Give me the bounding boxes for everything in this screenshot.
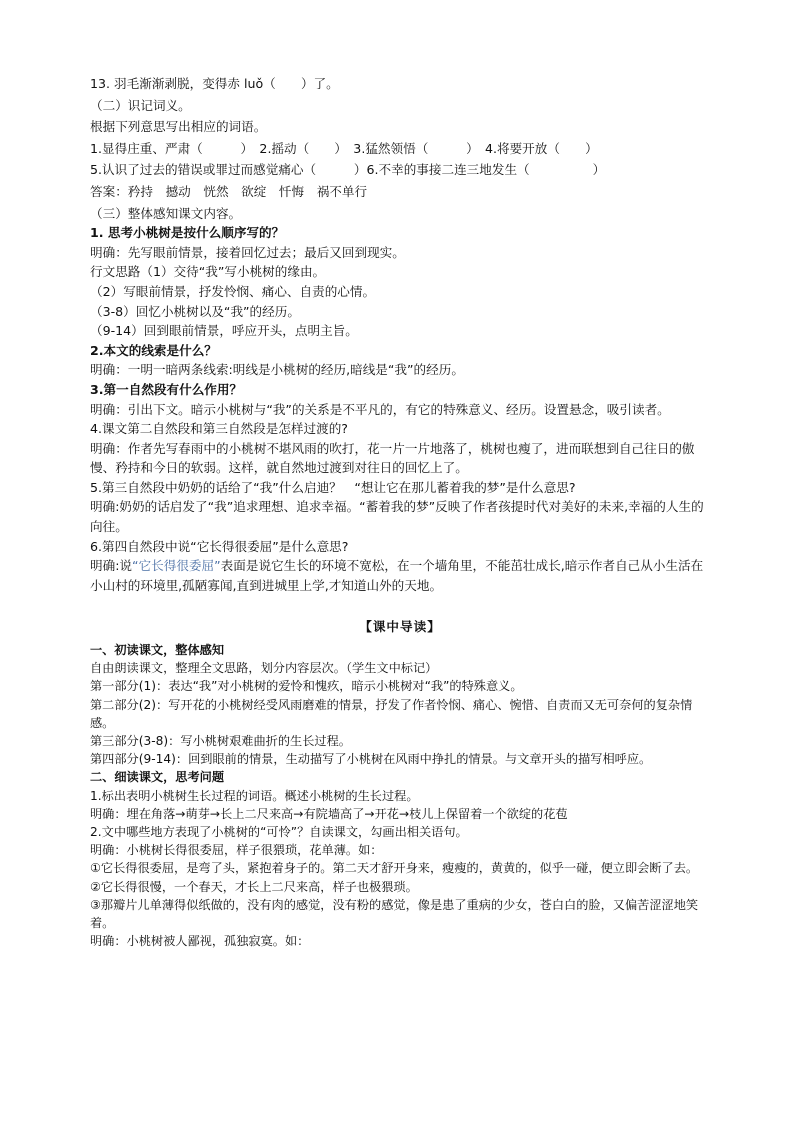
answer-1: 明确：先写眼前情景，接着回忆过去；最后又回到现实。: [90, 244, 405, 260]
part-three-summary: 第三部分(3-8)：写小桃树艰难曲折的生长过程。: [90, 734, 351, 749]
answer-6-highlight: “它长得很委屈”: [132, 558, 221, 574]
answer-1-part3: （3-8）回忆小桃树以及“我”的经历。: [90, 303, 300, 319]
answer-1-part2: （2）写眼前情景，抒发怜悯、痛心、自责的心情。: [90, 283, 376, 299]
close-question-2: 2.文中哪些地方表现了小桃树的“可怜”？自读课文，勾画出相关语句。: [90, 825, 468, 840]
close-question-1: 1.标出表明小桃树生长过程的词语。概述小桃树的生长过程。: [90, 788, 419, 803]
answer-line: 答案：矜持 撼动 恍然 欲绽 忏悔 祸不单行: [90, 183, 368, 199]
question-3: 3.第一自然段有什么作用？: [90, 381, 243, 397]
section-instruction: 根据下列意思写出相应的词语。: [90, 119, 267, 135]
answer-6: [90, 556, 710, 595]
answer-2: 明确：一明一暗两条线索:明线是小桃树的经历,暗线是“我”的经历。: [90, 362, 464, 378]
answer-1-structure: 行文思路（1）交待“我”写小桃树的缘由。: [90, 264, 326, 280]
question-5: 5.第三自然段中奶奶的话给了“我”什么启迪？ “想让它在那儿蓄着我的梦”是什么意思?: [90, 479, 576, 495]
section-title-in-class: 【课中导读】: [359, 619, 441, 635]
quote-1: ①它长得很委屈，是弯了头，紧抱着身子的。第二天才舒开身来，瘦瘦的，黄黄的，似乎一碰，便立即会断了去。: [90, 861, 699, 876]
question-6: 6.第四自然段中说“它长得很委屈”是什么意思?: [90, 538, 349, 554]
heading-first-reading: 一、初读课文，整体感知: [90, 643, 225, 658]
section-heading-vocab: （二）识记词义。: [90, 97, 191, 113]
quote-2: ②它长得很慢，一个春天，才长上二尺来高，样子也极猥琐。: [90, 879, 418, 894]
question-2: 2.本文的线索是什么？: [90, 342, 217, 358]
answer-1-part4: （9-14）回到眼前情景，呼应开头，点明主旨。: [90, 323, 358, 339]
answer-6-prefix: 明确:说: [90, 558, 133, 574]
question-row-2: 5.认识了过去的错误或罪过而感觉痛心（ ）6.不幸的事接二连三地发生（ ）: [90, 162, 606, 178]
part-one-summary: 第一部分(1)：表达“我”对小桃树的爱怜和愧疚，暗示小桃树对“我”的特殊意义。: [90, 679, 523, 694]
question-1: 1. 思考小桃树是按什么顺序写的？: [90, 225, 285, 241]
answer-6-body: 表面是说它生长的环境不宽松，在一个墙角里，不能茁壮成长,暗示作者自己从小生活在小山村的环境里,孤陋寡闻,直到进城里上学,才知道山外的天地。: [90, 558, 704, 593]
quote-3: ③那瓣片儿单薄得似纸做的，没有肉的感觉，没有粉的感觉，像是患了重病的少女，苍白白的脸，又偏苦涩涩地笑着。: [90, 897, 699, 931]
question-row-1: 1.显得庄重、严肃（ ） 2.摇动（ ） 3.猛然领悟（ ） 4.将要开放（ ）: [90, 140, 598, 156]
vocab-item-13: 13. 羽毛渐渐剥脱，变得赤 luǒ（ ）了。: [90, 76, 339, 91]
answer-5: 明确:奶奶的话启发了“我”追求理想、追求幸福。“蓄着我的梦”反映了作者孩提时代对美好的未来,幸福的人生的向往。: [90, 499, 704, 535]
part-two-summary: 第二部分(2)：写开花的小桃树经受风雨磨难的情景，抒发了作者怜悯、痛心、惋惜、自责而又无可奈何的复杂情感。: [90, 697, 693, 730]
document-page: [90, 74, 710, 950]
answer-4: 明确：作者先写春雨中的小桃树不堪风雨的吹打，花一片一片地落了，桃树也瘦了，进而联想到自己往日的傲慢、矜持和今日的软弱。这样，就自然地过渡到对往日的回忆上了。: [90, 440, 695, 476]
part-four-summary: 第四部分(9-14)：回到眼前的情景，生动描写了小桃树在风雨中挣扎的情景。与文章开头的描写相呼应。: [90, 752, 652, 767]
answer-3: 明确：引出下文。暗示小桃树与“我”的关系是不平凡的，有它的特殊意义、经历。设置悬念，吸引读者。: [90, 401, 670, 417]
close-answer-3: 明确：小桃树被人鄙视，孤独寂寞。如：: [90, 934, 310, 949]
close-answer-2: 明确：小桃树长得很委屈，样子很猥琐，花单薄。如：: [90, 843, 383, 858]
reading-instruction: 自由朗读课文，整理全文思路，划分内容层次。（学生文中标记）: [90, 661, 438, 676]
question-4: 4.课文第二自然段和第三自然段是怎样过渡的?: [90, 421, 348, 437]
section-heading-overview: （三）整体感知课文内容。: [90, 205, 242, 221]
heading-close-reading: 二、细读课文，思考问题: [90, 770, 225, 785]
close-answer-1: 明确：埋在角落→萌芽→长上二尺来高→有院墙高了→开花→枝儿上保留着一个欲绽的花苞: [90, 806, 568, 821]
